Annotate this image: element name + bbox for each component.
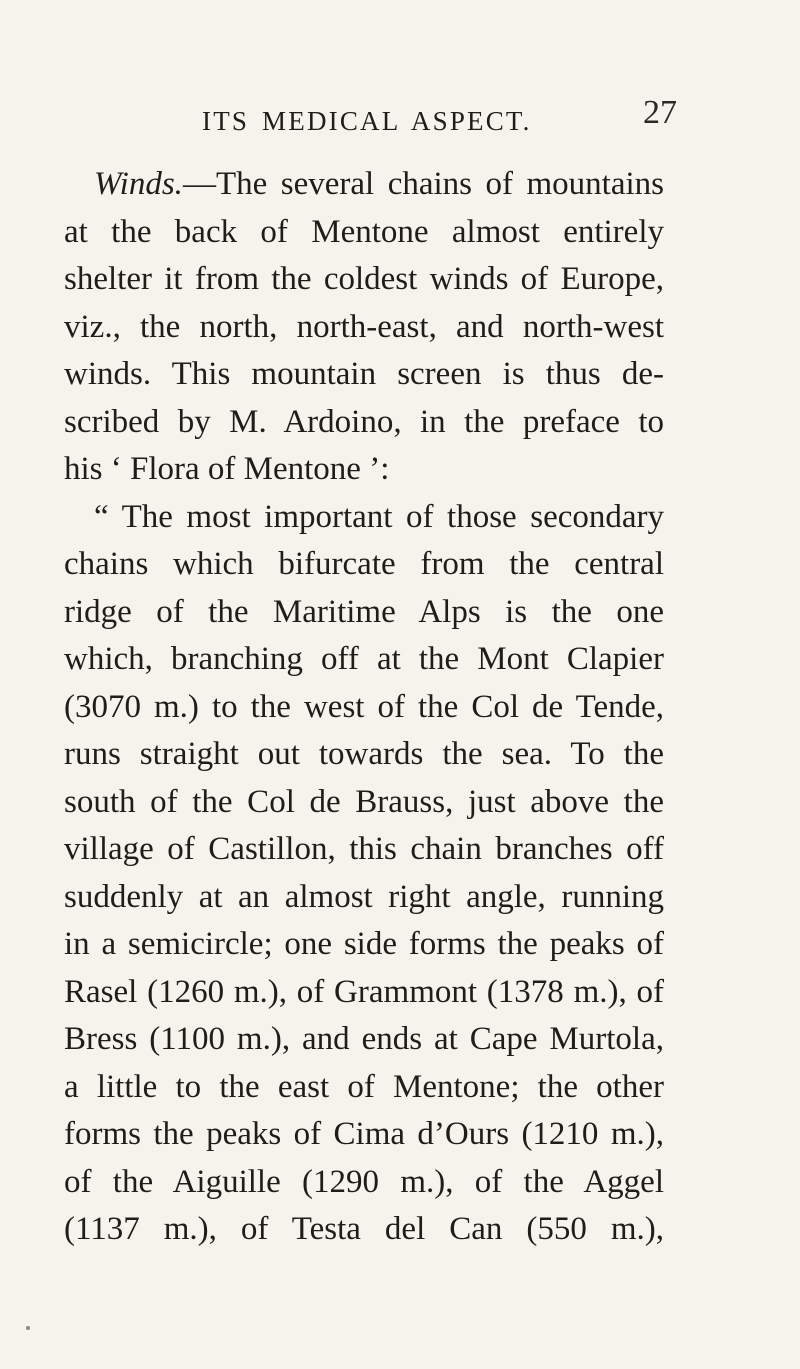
- text-line: village of Castillon, this chain branches off: [64, 831, 664, 867]
- text-line: shelter it from the coldest winds of Europe,: [64, 261, 664, 297]
- text-line: at the back of Mentone almost entirely: [64, 213, 664, 250]
- text-line: his ‘ Flora of Mentone ’:: [64, 451, 390, 487]
- text-line: runs straight out towards the sea. To the: [64, 736, 664, 772]
- run-in-heading: Winds.: [94, 166, 183, 202]
- page-header: [0, 92, 800, 142]
- text-line: ridge of the Maritime Alps is the one: [64, 593, 664, 630]
- text-line: suddenly at an almost right angle, running: [64, 878, 664, 915]
- body-text: [64, 161, 664, 1254]
- text-line: [64, 161, 664, 209]
- text-line: (3070 m.) to the west of the Col de Tende,: [64, 688, 664, 725]
- text-line: Bress (1100 m.), and ends at Cape Murtola,: [64, 1021, 664, 1057]
- paper-speck: [26, 1326, 30, 1330]
- page-number: 27: [643, 94, 677, 131]
- text-line: which, branching off at the Mont Clapier: [64, 641, 664, 677]
- text-line: (1137 m.), of Testa del Can (550 m.),: [64, 1211, 664, 1247]
- text-line: viz., the north, north-east, and north-west: [64, 308, 664, 345]
- text-line: chains which bifurcate from the central: [64, 546, 664, 582]
- text-line: a little to the east of Mentone; the other: [64, 1068, 664, 1105]
- text-line: Rasel (1260 m.), of Grammont (1378 m.), of: [64, 973, 664, 1010]
- text-line: in a semicircle; one side forms the peaks of: [64, 926, 664, 962]
- text-line: winds. This mountain screen is thus de-: [64, 356, 664, 392]
- running-head: ITS MEDICAL ASPECT.: [202, 106, 532, 136]
- text-line: south of the Col de Brauss, just above the: [64, 783, 664, 820]
- text-line: forms the peaks of Cima d’Ours (1210 m.),: [64, 1116, 664, 1152]
- text-line: “ The most important of those secondary: [94, 498, 664, 535]
- text-line: scribed by M. Ardoino, in the preface to: [64, 403, 664, 440]
- line-text: —The several chains of mountains: [182, 166, 664, 202]
- text-line: of the Aiguille (1290 m.), of the Aggel: [64, 1163, 664, 1200]
